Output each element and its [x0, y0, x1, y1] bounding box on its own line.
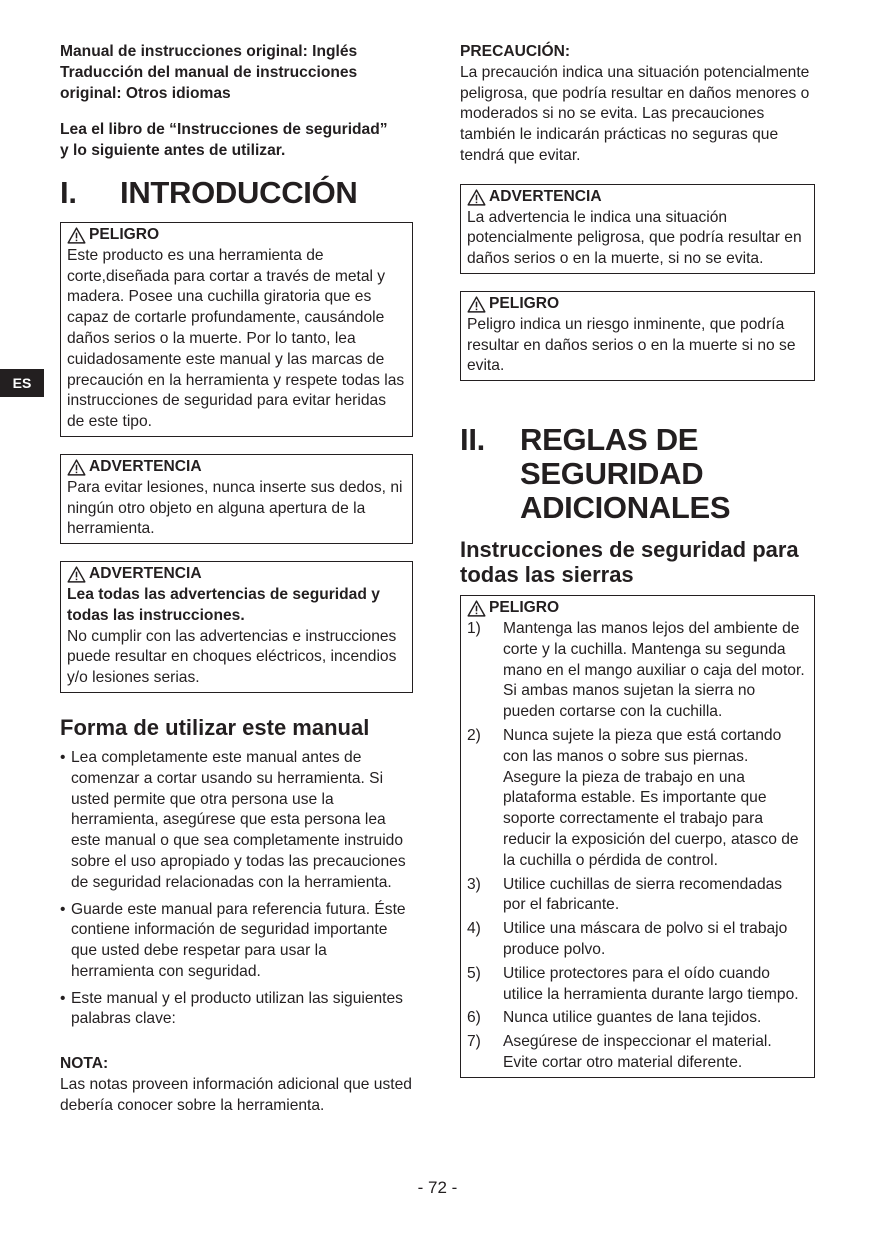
language-tab: ES [0, 369, 44, 397]
box-body: No cumplir con las advertencias e instrucciones puede resultar en choques eléctricos, incendios y/o lesiones serias. [67, 627, 397, 687]
nota-title: NOTA: [60, 1055, 109, 1073]
right-column [460, 42, 815, 1078]
item-number: 2) [467, 726, 481, 744]
notice-line: original: Otros idiomas [60, 84, 231, 102]
original-manual-notice [60, 42, 413, 104]
section-title: INTRODUCCIÓN [120, 174, 358, 210]
box-bold-text: Lea todas las advertencias de seguridad y todas las instrucciones. [67, 585, 380, 624]
nota-body: Las notas proveen información adicional que usted debería conocer sobre la herramienta. [60, 1076, 412, 1114]
item-number: 3) [467, 875, 481, 893]
section-heading-reglas [460, 423, 815, 525]
box-title [67, 457, 406, 478]
box-body: La advertencia le indica una situación potencialmente peligrosa, que podría resultar en daños serios o en la muerte, si no se evita. [467, 208, 802, 268]
list-item: • Lea completamente este manual antes de comenzar a cortar usando su herramienta. Si usted permite que otra persona use la herramienta, asegúrese que esta persona lea este manual o que sea completamente instruido sobre el uso apropiado y todas las precauciones de seguridad relacionadas con la herramienta. [60, 748, 413, 894]
item-text: Utilice una máscara de polvo si el trabajo produce polvo. [503, 920, 788, 958]
item-number: 4) [467, 920, 481, 938]
box-title [67, 564, 406, 585]
sierras-heading: Instrucciones de seguridad para todas las sierras [460, 537, 799, 588]
section-title-line: SEGURIDAD [520, 456, 704, 492]
box-title-text: ADVERTENCIA [89, 457, 202, 475]
sierras-peligro-box [460, 595, 815, 1078]
box-title-text: PELIGRO [489, 294, 560, 312]
item-text: Utilice protectores para el oído cuando utilice la herramienta durante largo tiempo. [503, 964, 799, 1003]
box-body: Este producto es una herramienta de corte,diseñada para cortar a través de metal y madera. Posee una cuchilla giratoria que es capaz de cortarle profundamente, causándole daños serios o la muerte. Por lo tanto, lea cuidadosamente este manual y las marcas de precaución en la herramienta y respete todas las instrucciones de seguridad para evitar heridas de este tipo. [67, 246, 405, 431]
warning-triangle-icon [467, 189, 486, 206]
box-title [467, 187, 808, 208]
item-number: 5) [467, 964, 481, 982]
item-number: 1) [467, 619, 481, 637]
item-number: 6) [467, 1009, 481, 1027]
precaucion-body: La precaución indica una situación potencialmente peligrosa, que podría resultar en daños menores o moderados si no se evita. Las precauciones también le indicarán prácticas no seguras que tendrá que evitar. [460, 63, 810, 164]
box-title-text: PELIGRO [89, 225, 160, 243]
box-title-text: ADVERTENCIA [489, 187, 602, 205]
item-text: Utilice cuchillas de sierra recomendadas por el fabricante. [503, 875, 783, 914]
section-title [520, 423, 730, 525]
notice-line: Traducción del manual de instrucciones [60, 63, 358, 81]
section-number: I. [60, 174, 77, 210]
section-title-line: REGLAS DE [520, 422, 699, 458]
advertencia-box [460, 184, 815, 274]
list-item [467, 919, 808, 961]
forma-heading: Forma de utilizar este manual [60, 714, 370, 740]
list-item [467, 1032, 808, 1074]
box-title [67, 225, 406, 246]
advertencia-box-1 [60, 454, 413, 544]
read-safety-notice [60, 120, 413, 162]
list-item [467, 964, 808, 1006]
page-number: - 72 - [417, 1178, 458, 1197]
sierras-numbered-list [467, 619, 808, 1074]
warning-triangle-icon [467, 600, 486, 617]
section-heading-introduccion [60, 176, 413, 210]
warning-triangle-icon [467, 296, 486, 313]
list-item [467, 726, 808, 872]
section-title-line: ADICIONALES [520, 490, 731, 526]
notice-line: Manual de instrucciones original: Inglés [60, 43, 358, 60]
list-item: • Guarde este manual para referencia futura. Éste contiene información de seguridad importante que usted debe respetar para usar la herramienta con seguridad. [60, 900, 413, 983]
list-item [467, 875, 808, 917]
peligro-box [460, 291, 815, 381]
advertencia-box-2 [60, 561, 413, 693]
item-text: Asegúrese de inspeccionar el material. Evite cortar otro material diferente. [503, 1033, 772, 1071]
box-body: Para evitar lesiones, nunca inserte sus dedos, ni ningún otro objeto en alguna apertura de la herramienta. [67, 478, 403, 538]
warning-triangle-icon [67, 566, 86, 583]
item-text: Nunca sujete la pieza que está cortando con las manos o sobre sus piernas. Asegure la pieza de trabajo en una plataforma estable. Es importante que soporte correctamente el trabajo para reducir la exposición del cuerpo, atasco de la cuchilla o pérdida de control. [503, 726, 799, 869]
box-title-text: ADVERTENCIA [89, 565, 202, 583]
notice-line: Lea el libro de “Instrucciones de seguridad” [60, 121, 388, 139]
list-item [467, 619, 808, 723]
notice-line: y lo siguiente antes de utilizar. [60, 142, 286, 160]
list-item: • Este manual y el producto utilizan las siguientes palabras clave: [60, 989, 413, 1031]
list-item [467, 1008, 808, 1029]
section-number: II. [460, 422, 485, 458]
precaucion-title: PRECAUCIÓN: [460, 43, 571, 60]
left-column [60, 42, 413, 1117]
warning-triangle-icon [67, 227, 86, 244]
box-title-text: PELIGRO [489, 599, 560, 617]
box-body: Peligro indica un riesgo inminente, que podría resultar en daños serios o en la muerte si no se evita. [467, 315, 796, 375]
item-number: 7) [467, 1033, 481, 1051]
warning-triangle-icon [67, 459, 86, 476]
box-title [467, 598, 808, 619]
peligro-box [60, 222, 413, 437]
item-text: Mantenga las manos lejos del ambiente de corte y la cuchilla. Mantenga su segunda mano en el mango auxiliar o caja del motor. Si ambas manos sujetan la sierra no pueden cortarse con la cuchilla. [503, 619, 805, 721]
item-text: Nunca utilice guantes de lana tejidos. [503, 1009, 762, 1027]
forma-bullet-list [60, 748, 413, 1030]
box-title [467, 294, 808, 315]
